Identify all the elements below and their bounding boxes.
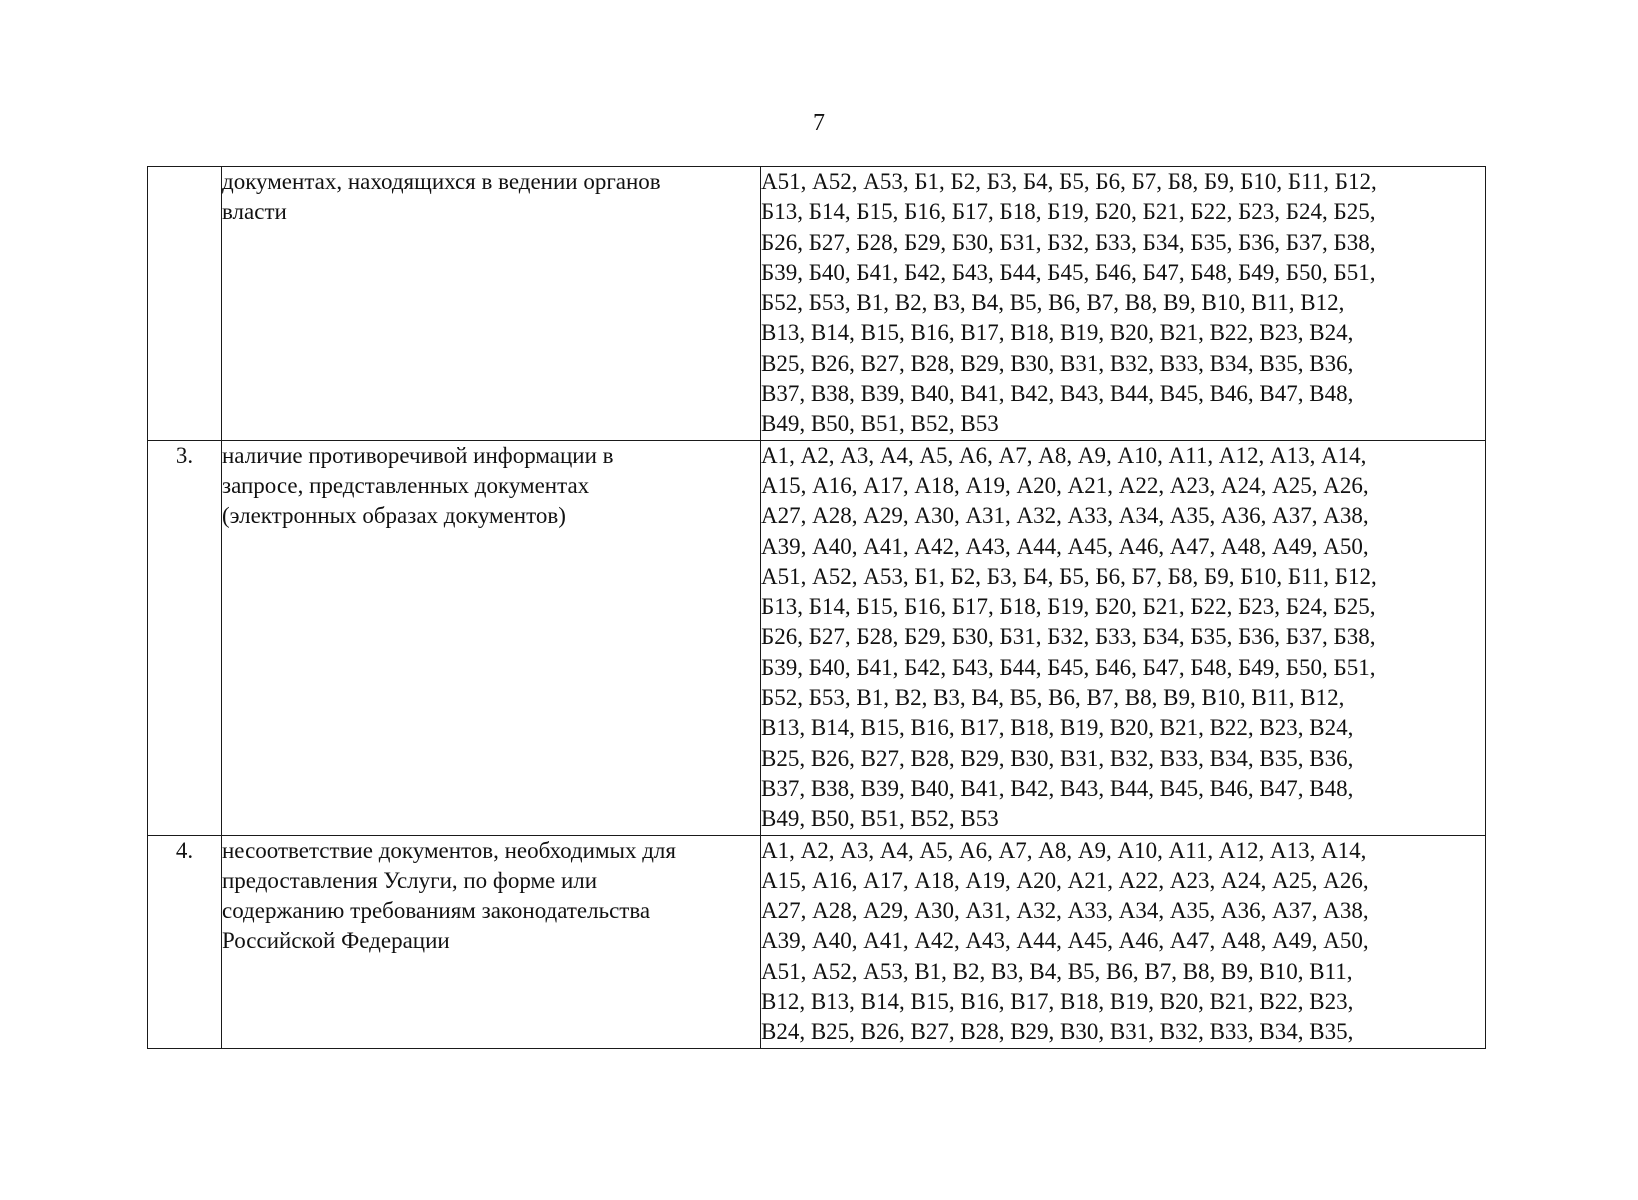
codes-line: В24, В25, В26, В27, В28, В29, В30, В31, В32, В33, В34, В35, (761, 1019, 1354, 1045)
reason-line: (электронных образах документов) (222, 503, 566, 529)
reason-cell (222, 167, 761, 441)
codes-cell (761, 167, 1486, 441)
codes-line: А51, А52, А53, В1, В2, В3, В4, В5, В6, В7, В8, В9, В10, В11, (761, 958, 1353, 984)
reason-cell (222, 835, 761, 1048)
reason-line: документах, находящихся в ведении органов (222, 169, 661, 194)
codes-line: Б39, Б40, Б41, Б42, Б43, Б44, Б45, Б46, Б47, Б48, Б49, Б50, Б51, (761, 259, 1376, 285)
codes-line: А15, А16, А17, А18, А19, А20, А21, А22, А23, А24, А25, А26, (761, 472, 1369, 498)
codes-line: Б52, Б53, В1, В2, В3, В4, В5, В6, В7, В8, В9, В10, В11, В12, (761, 685, 1345, 711)
codes-cell (761, 835, 1486, 1048)
row-number-cell: 4. (148, 835, 222, 1048)
table-row (148, 835, 1486, 1048)
codes-line: Б52, Б53, В1, В2, В3, В4, В5, В6, В7, В8, В9, В10, В11, В12, (761, 290, 1345, 316)
codes-line: В37, В38, В39, В40, В41, В42, В43, В44, В45, В46, В47, В48, (761, 775, 1354, 801)
codes-line: В25, В26, В27, В28, В29, В30, В31, В32, В33, В34, В35, В36, (761, 350, 1354, 376)
codes-line: А51, А52, А53, Б1, Б2, Б3, Б4, Б5, Б6, Б7, Б8, Б9, Б10, Б11, Б12, (761, 563, 1377, 589)
codes-line: А1, А2, А3, А4, А5, А6, А7, А8, А9, А10, А11, А12, А13, А14, (761, 837, 1367, 863)
codes-cell (761, 440, 1486, 835)
reason-line: запросе, представленных документах (222, 472, 590, 498)
codes-line: А39, А40, А41, А42, А43, А44, А45, А46, А47, А48, А49, А50, (761, 928, 1369, 954)
reason-line: содержанию требованиям законодательства (222, 898, 651, 924)
codes-line: А27, А28, А29, А30, А31, А32, А33, А34, А35, А36, А37, А38, (761, 898, 1369, 924)
reason-line: власти (222, 199, 287, 225)
reason-line: предоставления Услуги, по форме или (222, 867, 598, 893)
codes-line: А1, А2, А3, А4, А5, А6, А7, А8, А9, А10, А11, А12, А13, А14, (761, 442, 1367, 468)
codes-line: Б13, Б14, Б15, Б16, Б17, Б18, Б19, Б20, Б21, Б22, Б23, Б24, Б25, (761, 199, 1376, 225)
page-number: 7 (813, 110, 825, 136)
codes-line: А15, А16, А17, А18, А19, А20, А21, А22, А23, А24, А25, А26, (761, 867, 1369, 893)
codes-line: В13, В14, В15, В16, В17, В18, В19, В20, В21, В22, В23, В24, (761, 320, 1354, 346)
codes-line: Б39, Б40, Б41, Б42, Б43, Б44, Б45, Б46, Б47, Б48, Б49, Б50, Б51, (761, 654, 1376, 680)
reason-cell (222, 440, 761, 835)
codes-line: В25, В26, В27, В28, В29, В30, В31, В32, В33, В34, В35, В36, (761, 745, 1354, 771)
table-body (148, 167, 1486, 1049)
codes-line: В49, В50, В51, В52, В53 (761, 411, 999, 437)
codes-line: В37, В38, В39, В40, В41, В42, В43, В44, В45, В46, В47, В48, (761, 381, 1354, 407)
row-number-cell (148, 167, 222, 441)
table-row (148, 440, 1486, 835)
codes-line: Б26, Б27, Б28, Б29, Б30, Б31, Б32, Б33, Б34, Б35, Б36, Б37, Б38, (761, 229, 1376, 255)
codes-line: В12, В13, В14, В15, В16, В17, В18, В19, В20, В21, В22, В23, (761, 989, 1354, 1015)
reason-line: наличие противоречивой информации в (222, 442, 614, 468)
codes-line: В49, В50, В51, В52, В53 (761, 806, 999, 832)
codes-line: А27, А28, А29, А30, А31, А32, А33, А34, А35, А36, А37, А38, (761, 503, 1369, 529)
row-number-cell: 3. (148, 440, 222, 835)
requirements-table (147, 166, 1486, 1049)
reason-line: Российской Федерации (222, 928, 450, 954)
codes-line: Б13, Б14, Б15, Б16, Б17, Б18, Б19, Б20, Б21, Б22, Б23, Б24, Б25, (761, 594, 1376, 620)
table-row (148, 167, 1486, 441)
codes-line: А39, А40, А41, А42, А43, А44, А45, А46, А47, А48, А49, А50, (761, 533, 1369, 559)
reason-line: несоответствие документов, необходимых для (222, 837, 676, 863)
codes-line: В13, В14, В15, В16, В17, В18, В19, В20, В21, В22, В23, В24, (761, 715, 1354, 741)
codes-line: А51, А52, А53, Б1, Б2, Б3, Б4, Б5, Б6, Б7, Б8, Б9, Б10, Б11, Б12, (761, 169, 1377, 194)
codes-line: Б26, Б27, Б28, Б29, Б30, Б31, Б32, Б33, Б34, Б35, Б36, Б37, Б38, (761, 624, 1376, 650)
